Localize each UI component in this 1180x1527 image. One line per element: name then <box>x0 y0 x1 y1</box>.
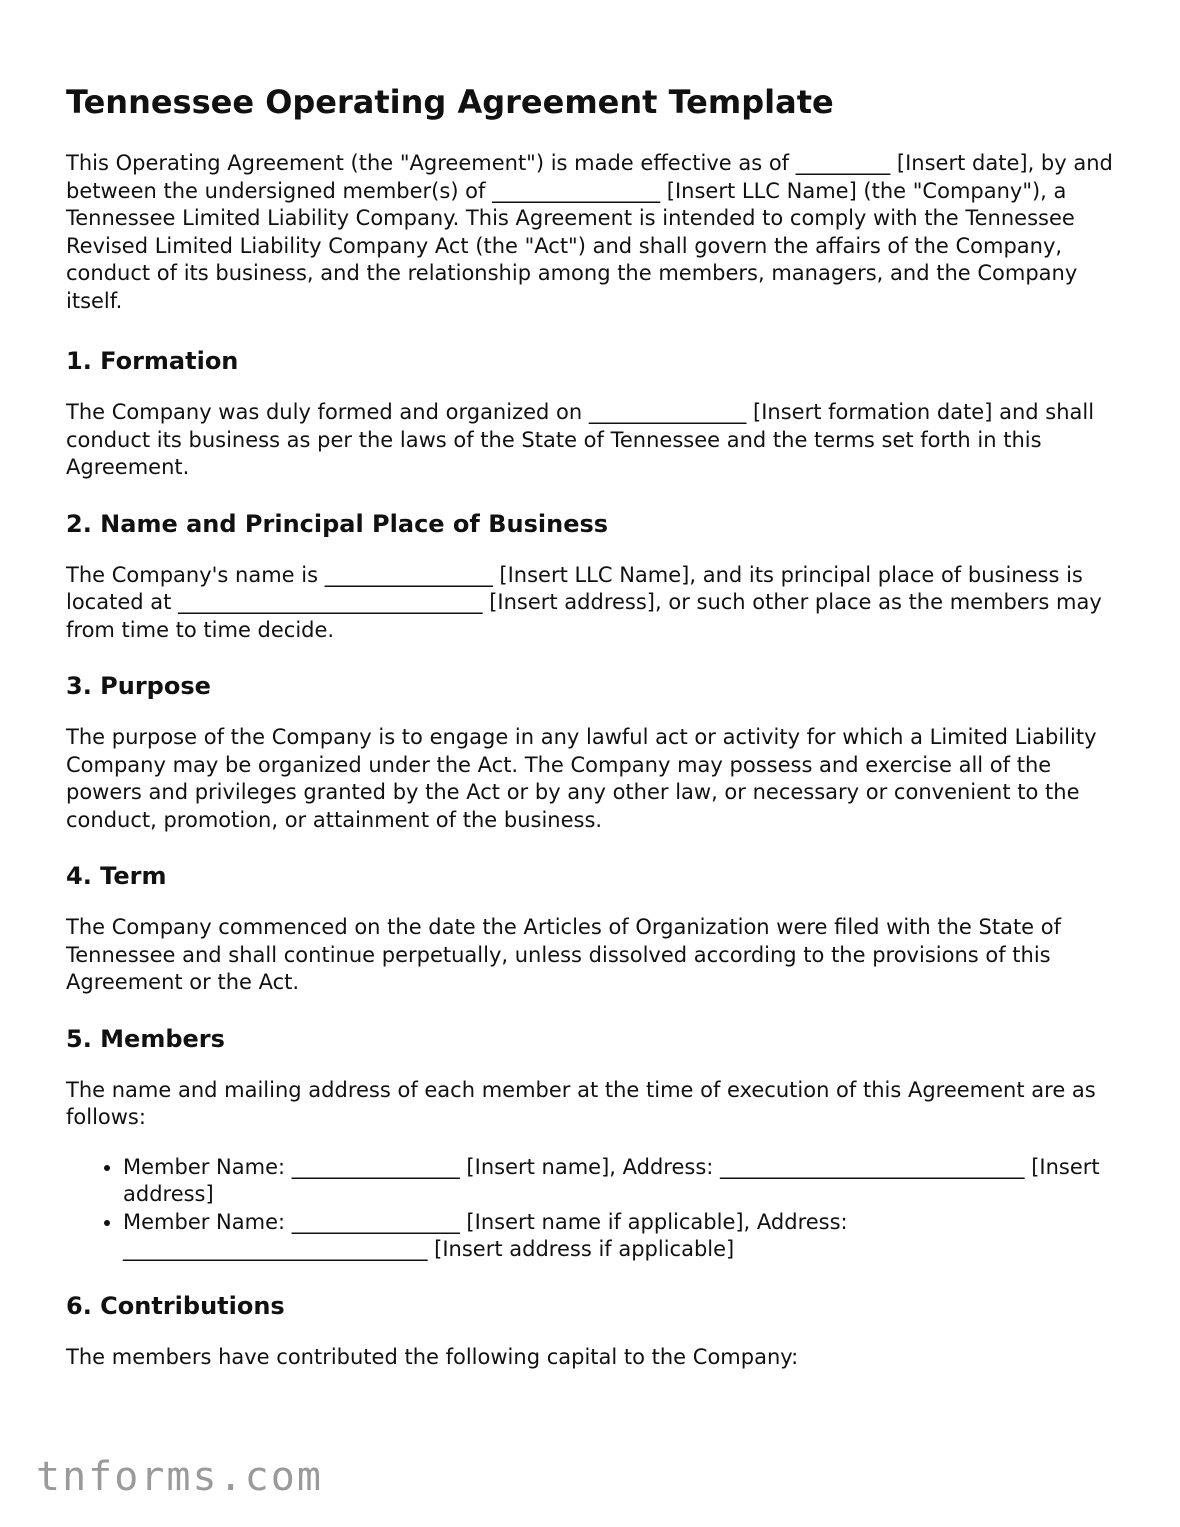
section-body-purpose: The purpose of the Company is to engage in any lawful act or activity for which a Limited Liability Company may be organized under the Act. The Company may possess and exercise all of the powers and privileges granted by the Act or by any other law, or necessary or convenient to the conduct, promotion, or attainment of the business. <box>66 725 1097 832</box>
document-title: Tennessee Operating Agreement Template <box>66 83 834 121</box>
section-heading-purpose: 3. Purpose <box>66 672 211 700</box>
section-heading-term: 4. Term <box>66 862 167 890</box>
section-heading-formation: 1. Formation <box>66 347 239 375</box>
document-page <box>66 80 1126 1397</box>
section-body-formation: The Company was duly formed and organized on _______________ [Insert formation date] and shall conduct its business as per the laws of the State of Tennessee and the terms set forth in this Agreement. <box>66 400 1095 479</box>
section-body-members: The name and mailing address of each member at the time of execution of this Agreement are as follows: <box>66 1077 1096 1129</box>
member-list-item: • Member Name: ________________ [Insert name if applicable], Address: _____________________________ [Insert address if applicable] <box>123 1209 1126 1264</box>
member-list-item: • Member Name: ________________ [Insert name], Address: _____________________________ [Insert address] <box>123 1154 1126 1209</box>
members-list <box>66 1154 1126 1264</box>
section-heading-contributions: 6. Contributions <box>66 1291 285 1320</box>
intro-paragraph: This Operating Agreement (the "Agreement") is made effective as of _________ [Insert date], by and between the undersigned member(s) of ________________ [Insert LLC Name] (the "Company"), a Tennessee Limited Liability Company. This Agreement is intended to comply with the Tennessee Revised Limited Liability Company Act (the "Act") and shall govern the affairs of the Company, conduct of its business, and the relationship among the members, managers, and the Company itself. <box>66 151 1113 313</box>
section-heading-members: 5. Members <box>66 1024 225 1053</box>
section-body-contributions: The members have contributed the following capital to the Company: <box>66 1344 799 1369</box>
section-body-term: The Company commenced on the date the Articles of Organization were filed with the State of Tennessee and shall continue perpetually, unless dissolved according to the provisions of this Agreement or the Act. <box>66 915 1062 994</box>
section-heading-name-place: 2. Name and Principal Place of Business <box>66 509 609 538</box>
section-body-name-place: The Company's name is ________________ [Insert LLC Name], and its principal place of business is located at _____________________________ [Insert address], or such other place as the members may from time to time decide. <box>66 562 1102 642</box>
site-watermark: tnforms.com <box>36 1454 323 1500</box>
